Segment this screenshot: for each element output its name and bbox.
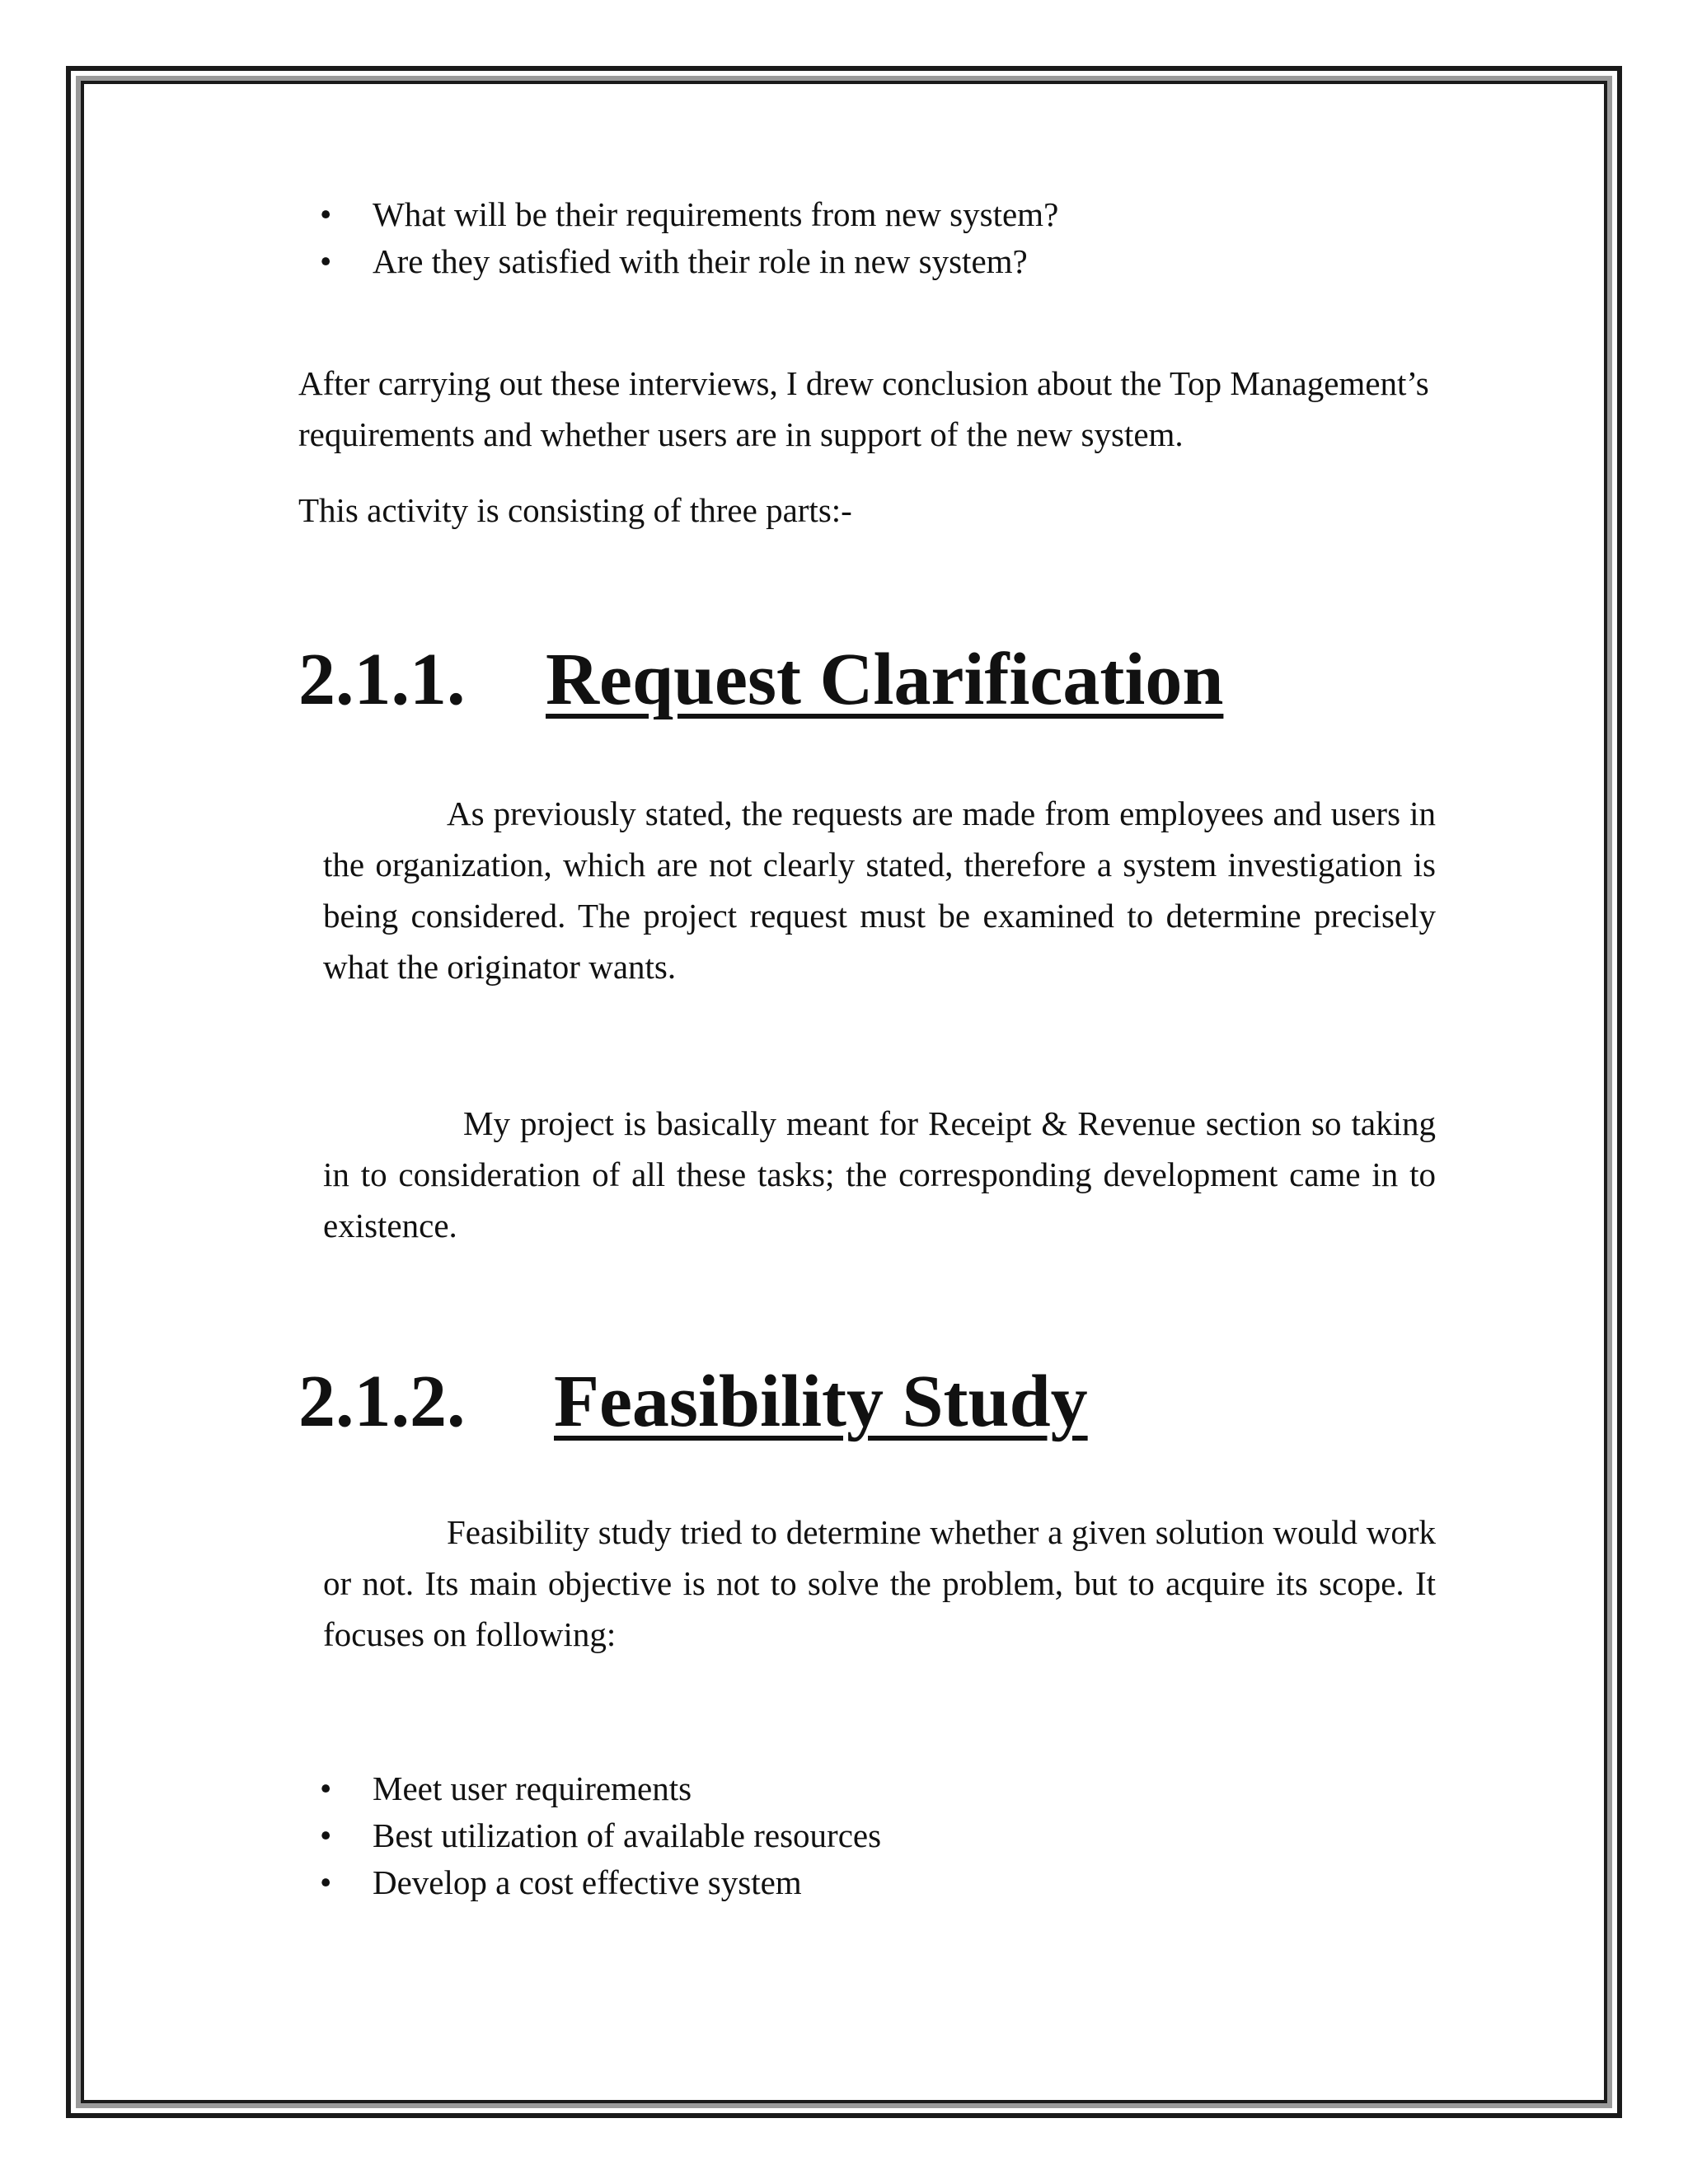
list-item-text: Best utilization of available resources (373, 1816, 882, 1854)
list-item (298, 191, 1436, 238)
list-item-text: Develop a cost effective system (373, 1863, 802, 1901)
activity-paragraph: This activity is consisting of three parts:- (298, 491, 852, 529)
section-heading-request-clarification (298, 635, 1436, 725)
list-item (298, 1859, 1436, 1906)
list-item (298, 238, 1436, 285)
section-title: Feasibility Study (554, 1361, 1088, 1442)
list-item-text: Meet user requirements (373, 1769, 692, 1807)
bullet-icon: • (320, 1816, 332, 1854)
list-item (298, 1765, 1436, 1812)
page-content (298, 191, 1436, 1906)
section-title: Request Clarification (546, 639, 1224, 720)
feasibility-study-paragraph: Feasibility study tried to determine whether a given solution would work or not. Its main objective is not to solve the problem, but to acquire its scope. It focuses on following: (323, 1513, 1436, 1653)
bullet-icon: • (320, 195, 332, 233)
bullet-icon: • (320, 242, 332, 280)
feasibility-bullet-list (298, 1765, 1436, 1906)
list-item-text: What will be their requirements from new system? (373, 195, 1059, 233)
bullet-icon: • (320, 1863, 332, 1901)
section-number: 2.1.2. (298, 1361, 466, 1442)
top-bullet-list (298, 191, 1436, 285)
list-item-text: Are they satisfied with their role in new system? (373, 242, 1028, 280)
bullet-icon: • (320, 1769, 332, 1807)
section-heading-feasibility-study (298, 1357, 1436, 1447)
intro-paragraph: After carrying out these interviews, I drew conclusion about the Top Management’s requirements and whether users are in support of the new system. (298, 364, 1429, 453)
request-clarification-paragraph-1: As previously stated, the requests are made from employees and users in the organization, which are not clearly stated, therefore a system investigation is being considered. The project request must be examined to determine precisely what the originator wants. (323, 794, 1436, 986)
request-clarification-paragraph-2: My project is basically meant for Receipt & Revenue section so taking in to consideration of all these tasks; the corresponding development came in to existence. (323, 1104, 1436, 1244)
section-number: 2.1.1. (298, 639, 466, 720)
list-item (298, 1812, 1436, 1859)
